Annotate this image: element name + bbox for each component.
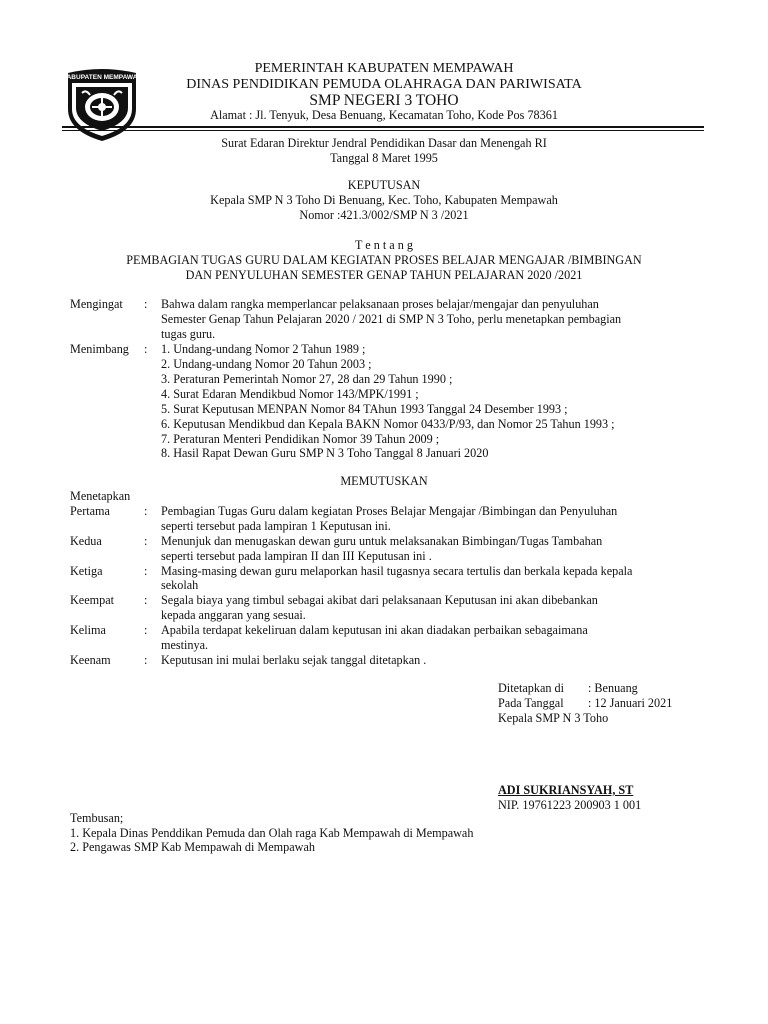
- signature-date-value: : 12 Januari 2021: [588, 696, 673, 710]
- point-text: kepada anggaran yang sesuai.: [161, 608, 306, 622]
- mengingat-label: Mengingat: [70, 297, 123, 311]
- logo-text: KABUPATEN MEMPAWAH: [62, 74, 142, 81]
- menimbang-item: 1. Undang-undang Nomor 2 Tahun 1989 ;: [161, 342, 366, 356]
- mengingat-colon: :: [144, 297, 148, 311]
- point-text: mestinya.: [161, 638, 209, 652]
- point-text: Masing-masing dewan guru melaporkan hasil tugasnya secara tertulis dan berkala kepada kepala: [161, 564, 633, 578]
- point-text: Pembagian Tugas Guru dalam kegiatan Proses Belajar Mengajar /Bimbingan dan Penyuluhan: [161, 504, 618, 518]
- signature-position: Kepala SMP N 3 Toho: [498, 711, 609, 725]
- point-label: Keempat: [70, 593, 114, 607]
- letterhead-government: PEMERINTAH KABUPATEN MEMPAWAH: [254, 61, 514, 76]
- mengingat-line: Bahwa dalam rangka memperlancar pelaksanaan proses belajar/mengajar dan penyuluhan: [161, 297, 599, 311]
- signature-date-label: Pada Tanggal: [498, 696, 564, 710]
- point-colon: :: [144, 534, 148, 548]
- menimbang-label: Menimbang: [70, 342, 129, 356]
- menimbang-item: 4. Surat Edaran Mendikbud Nomor 143/MPK/1991 ;: [161, 387, 419, 401]
- point-label: Kedua: [70, 534, 102, 548]
- menimbang-item: 7. Peraturan Menteri Pendidikan Nomor 39 Tahun 2009 ;: [161, 432, 440, 446]
- menetapkan-label: Menetapkan: [70, 489, 131, 503]
- topic-line-2: DAN PENYULUHAN SEMESTER GENAP TAHUN PELAJARAN 2020 /2021: [185, 268, 583, 282]
- decree-number: Nomor :421.3/002/SMP N 3 /2021: [299, 208, 469, 222]
- menimbang-item: 5. Surat Keputusan MENPAN Nomor 84 TAhun 1993 Tanggal 24 Desember 1993 ;: [161, 402, 568, 416]
- point-text: Keputusan ini mulai berlaku sejak tanggal ditetapkan .: [161, 653, 427, 667]
- letterhead-address: Alamat : Jl. Tenyuk, Desa Benuang, Kecamatan Toho, Kode Pos 78361: [210, 108, 558, 122]
- point-text: seperti tersebut pada lampiran II dan III Keputusan ini .: [161, 549, 432, 563]
- point-text: sekolah: [161, 578, 199, 592]
- point-colon: :: [144, 504, 148, 518]
- letterhead-school: SMP NEGERI 3 TOHO: [309, 92, 459, 109]
- signatory-name: ADI SUKRIANSYAH, ST: [498, 783, 634, 797]
- point-text: Apabila terdapat kekeliruan dalam keputusan ini akan diadakan perbaikan sebagaimana: [161, 623, 588, 637]
- signature-place-value: : Benuang: [588, 681, 638, 695]
- point-label: Keenam: [70, 653, 111, 667]
- menimbang-item: 2. Undang-undang Nomor 20 Tahun 2003 ;: [161, 357, 372, 371]
- reference-line-2: Tanggal 8 Maret 1995: [330, 151, 438, 165]
- letterhead-rule-thick: [62, 126, 704, 128]
- reference-line-1: Surat Edaran Direktur Jendral Pendidikan Dasar dan Menengah RI: [221, 136, 547, 150]
- point-label: Pertama: [70, 504, 110, 518]
- point-colon: :: [144, 564, 148, 578]
- point-label: Kelima: [70, 623, 106, 637]
- letterhead-agency: DINAS PENDIDIKAN PEMUDA OLAHRAGA DAN PARIWISATA: [186, 77, 582, 92]
- point-colon: :: [144, 623, 148, 637]
- cc-heading: Tembusan;: [70, 811, 124, 825]
- mengingat-line: tugas guru.: [161, 327, 216, 341]
- point-label: Ketiga: [70, 564, 103, 578]
- signatory-nip: NIP. 19761223 200903 1 001: [498, 798, 642, 812]
- signature-place-label: Ditetapkan di: [498, 681, 564, 695]
- menimbang-item: 8. Hasil Rapat Dewan Guru SMP N 3 Toho Tanggal 8 Januari 2020: [161, 446, 489, 460]
- cc-item: 2. Pengawas SMP Kab Mempawah di Mempawah: [70, 840, 315, 854]
- menimbang-item: 6. Keputusan Mendikbud dan Kepala BAKN Nomor 0433/P/93, dan Nomor 25 Tahun 1993 ;: [161, 417, 615, 431]
- point-colon: :: [144, 653, 148, 667]
- point-text: Segala biaya yang timbul sebagai akibat dari pelaksanaan Keputusan ini akan dibebankan: [161, 593, 598, 607]
- decree-heading: KEPUTUSAN: [347, 178, 421, 192]
- point-text: seperti tersebut pada lampiran 1 Keputusan ini.: [161, 519, 391, 533]
- menimbang-colon: :: [144, 342, 148, 356]
- mengingat-line: Semester Genap Tahun Pelajaran 2020 / 2021 di SMP N 3 Toho, perlu menetapkan pembagian: [161, 312, 622, 326]
- memutuskan-heading: MEMUTUSKAN: [340, 474, 428, 488]
- topic-heading: T e n t a n g: [355, 238, 413, 252]
- cc-item: 1. Kepala Dinas Penddikan Pemuda dan Olah raga Kab Mempawah di Mempawah: [70, 826, 474, 840]
- decree-issuer: Kepala SMP N 3 Toho Di Benuang, Kec. Toho, Kabupaten Mempawah: [210, 193, 558, 207]
- letterhead-rule-thin: [62, 130, 704, 131]
- point-text: Menunjuk dan menugaskan dewan guru untuk melaksanakan Bimbingan/Tugas Tambahan: [161, 534, 603, 548]
- menimbang-item: 3. Peraturan Pemerintah Nomor 27, 28 dan 29 Tahun 1990 ;: [161, 372, 453, 386]
- topic-line-1: PEMBAGIAN TUGAS GURU DALAM KEGIATAN PROSES BELAJAR MENGAJAR /BIMBINGAN: [126, 253, 642, 267]
- point-colon: :: [144, 593, 148, 607]
